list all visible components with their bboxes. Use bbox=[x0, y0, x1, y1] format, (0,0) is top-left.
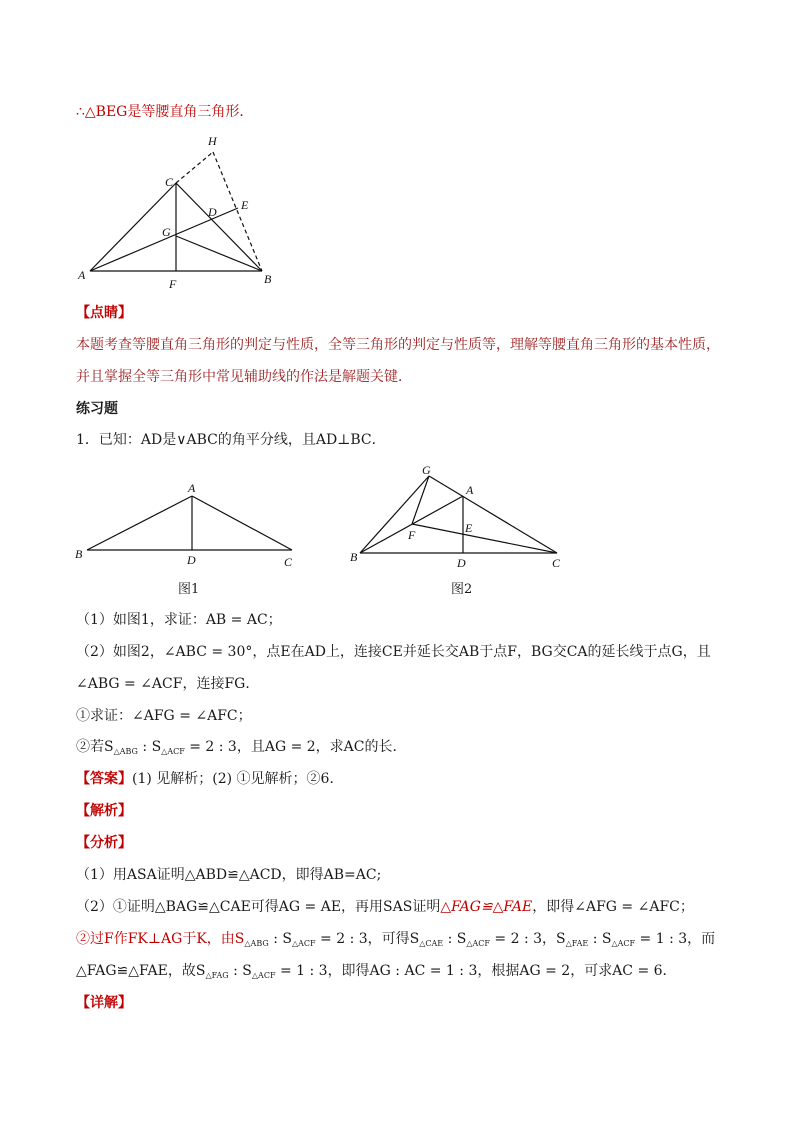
question-2-line1: （2）如图2，∠ABC = 30°，点E在AD上，连接CE并延长交AB于点F，BG交CA的延长线于点G，且 bbox=[76, 644, 711, 660]
label-f: F bbox=[169, 277, 177, 291]
fig1-label-d: D bbox=[187, 553, 196, 567]
segment-ba bbox=[87, 496, 192, 550]
figure-1-caption: 图1 bbox=[178, 582, 200, 597]
fig2-label-e: E bbox=[465, 521, 473, 535]
analysis-line3: ②过F作FK⊥AG于K，由$S_{\triangle ABG}$ : $S_{\triangle ACF} = 2$ : 3，可得$S_{\triangle CAE}$ : $S_{\triangle ACF} = 2$ : 3，$S_{\triangle FAE}$ : $S_{\triangle ACF} = 1$ : 3，而 bbox=[76, 931, 716, 948]
section-jiexi: 【解析】 bbox=[76, 803, 132, 819]
segment-gc bbox=[429, 476, 557, 553]
fig2-label-a: A bbox=[466, 483, 474, 497]
problem-intro: 1．已知：AD是∨ABC的角平分线，且AD⊥BC． bbox=[76, 432, 386, 448]
section-dianjing: 【点睛】 bbox=[76, 305, 132, 321]
section-practice: 练习题 bbox=[76, 401, 118, 417]
dianjing-text-line1: 本题考查等腰直角三角形的判定与性质，全等三角形的判定与性质等，理解等腰直角三角形的基本性质， bbox=[76, 337, 720, 353]
segment-cb bbox=[176, 183, 262, 271]
question-2-line2: ∠ABG = ∠ACF，连接FG． bbox=[76, 676, 260, 692]
label-d: D bbox=[208, 205, 217, 219]
label-h: H bbox=[208, 134, 217, 148]
segment-ac bbox=[192, 496, 292, 550]
analysis-line4: △FAG≌△FAE，故$S_{\triangle FAG}$ : $S_{\triangle ACF} = 1$ : 3，即得AG : AC = 1 : 3，根据AG = 2，可求AC = 6． bbox=[76, 963, 677, 980]
question-1: （1）如图1，求证：AB = AC； bbox=[76, 612, 282, 628]
segment-hb-dashed bbox=[213, 152, 262, 271]
analysis-line1: （1）用ASA证明△ABD≌△ACD，即得AB=AC; bbox=[76, 867, 382, 883]
label-a: A bbox=[78, 268, 86, 282]
fig2-label-g: G bbox=[422, 463, 431, 477]
segment-fc bbox=[412, 524, 557, 553]
fig2-label-f: F bbox=[408, 528, 416, 542]
segment-gb bbox=[176, 236, 262, 271]
figure-2-caption: 图2 bbox=[451, 582, 473, 597]
segment-bg bbox=[360, 476, 429, 553]
figure-1 bbox=[70, 476, 300, 572]
fig2-label-d: D bbox=[457, 556, 466, 570]
label-c: C bbox=[165, 175, 174, 189]
figure-2 bbox=[345, 460, 570, 575]
fig2-label-b: B bbox=[350, 550, 358, 564]
analysis-line2: （2）①证明△BAG≌△CAE可得AG = AE，再用SAS证明△FAG≌△FAE，即得∠AFG = ∠AFC； bbox=[76, 899, 694, 915]
fig1-label-b: B bbox=[75, 547, 83, 561]
label-e: E bbox=[241, 198, 249, 212]
answer-label: 【答案】 bbox=[76, 771, 132, 787]
segment-ch-dashed bbox=[176, 152, 213, 183]
question-2-sub2: ②若$S_{\triangle ABG}$ : $S_{\triangle ACF} = 2$ : 3，且AG = 2，求AC的长． bbox=[76, 739, 407, 756]
section-fenxi: 【分析】 bbox=[76, 835, 132, 851]
dianjing-text-line2: 并且掌握全等三角形中常见辅助线的作法是解题关键． bbox=[76, 369, 412, 385]
label-b: B bbox=[264, 272, 272, 286]
fig1-label-a: A bbox=[188, 481, 196, 495]
fig1-label-c: C bbox=[284, 555, 293, 569]
label-g: G bbox=[162, 225, 171, 239]
figure-triangle-beg bbox=[74, 128, 294, 294]
answer-line bbox=[76, 769, 343, 789]
answer-text: (1) 见解析；(2) ①见解析；②6． bbox=[132, 771, 344, 787]
section-xiangjie: 【详解】 bbox=[76, 995, 132, 1011]
segment-ba bbox=[360, 496, 463, 553]
conclusion-line: ∴△BEG是等腰直角三角形． bbox=[76, 104, 254, 120]
question-2-sub1: ①求证：∠AFG = ∠AFC； bbox=[76, 708, 252, 724]
fig2-label-c: C bbox=[552, 556, 561, 570]
